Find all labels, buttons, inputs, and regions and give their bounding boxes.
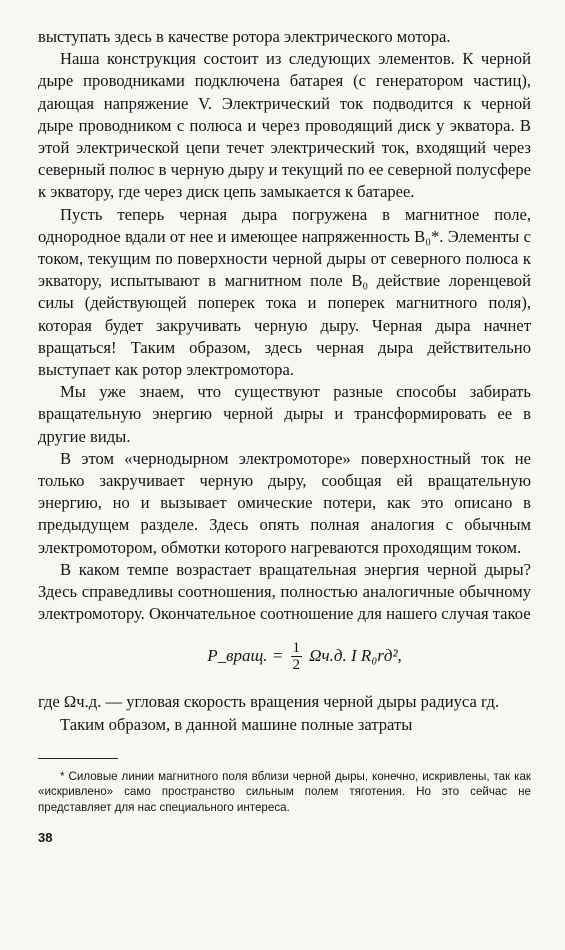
paragraph: выступать здесь в качестве ротора электрического мотора.: [38, 27, 451, 46]
paragraph: где Ωч.д. — угловая скорость вращения черной дыры радиуса rд.: [38, 692, 500, 712]
paragraph: Таким образом, в данной машине полные затраты: [60, 714, 413, 734]
paragraph: Наша конструкция состоит из следующих элементов. К черной дыре проводниками подключена батарея (с генератором частиц), дающая напряжение V. Электрический ток подводится к черной дыре проводником с полюса и через проводящий диск у экватора. В этой электрической цепи течет электрический ток, входящий через северный полюс в черную дыру и текущий по ее северной полусфере к экватору, где через диск цепь замыкается к батарее.: [38, 49, 531, 202]
body-text: [38, 26, 531, 736]
power-formula: [78, 637, 531, 681]
formula-fraction: [291, 640, 303, 673]
paragraph: Пусть теперь черная дыра погружена в магнитное поле, однородное вдали от нее и имеющее напряженность B₀*. Элементы с током, текущим по поверхности черной дыры от северного полюса к экватору, испытывают в магнитном поле B₀ действие лоренцевой силы (действующей поперек тока и поперек магнитного поля), которая будет закручивать черную дыру. Черная дыра начнет вращаться! Таким образом, здесь черная дыра действительно выступает как ротор электромотора.: [38, 204, 531, 380]
fraction-numerator: 1: [292, 640, 301, 657]
paragraph: В каком темпе возрастает вращательная энергия черной дыры? Здесь справедливы соотношения, полностью аналогичные обычному электромотору. Окончательное соотношение для нашего случая такое: [38, 559, 531, 624]
formula-lhs: P_вращ. =: [207, 646, 284, 666]
fraction-denominator: 2: [292, 657, 301, 674]
footnote-divider: [38, 758, 118, 759]
page-number: 38: [38, 829, 53, 845]
paragraph: В этом «чернодырном электромоторе» поверхностный ток не только закручивает черную дыру, сообщая ей вращательную энергию, но и вызывает омические потери, как это описано в предыдущем разделе. Здесь опять полная аналогия с обычным электромотором, обмотки которого нагреваются проходящим током.: [38, 448, 531, 557]
footnote: * Силовые линии магнитного поля вблизи черной дыры, конечно, искривлены, так как «искривлено» само пространство сильным полем тяготения. Но это сейчас не представляет для нас специального интереса.: [38, 769, 531, 815]
paragraph: Мы уже знаем, что существуют разные способы забирать вращательную энергию черной дыры и трансформировать ее в другие виды.: [38, 382, 531, 446]
formula-rhs: Ωч.д. I R₀rд²,: [309, 646, 402, 666]
